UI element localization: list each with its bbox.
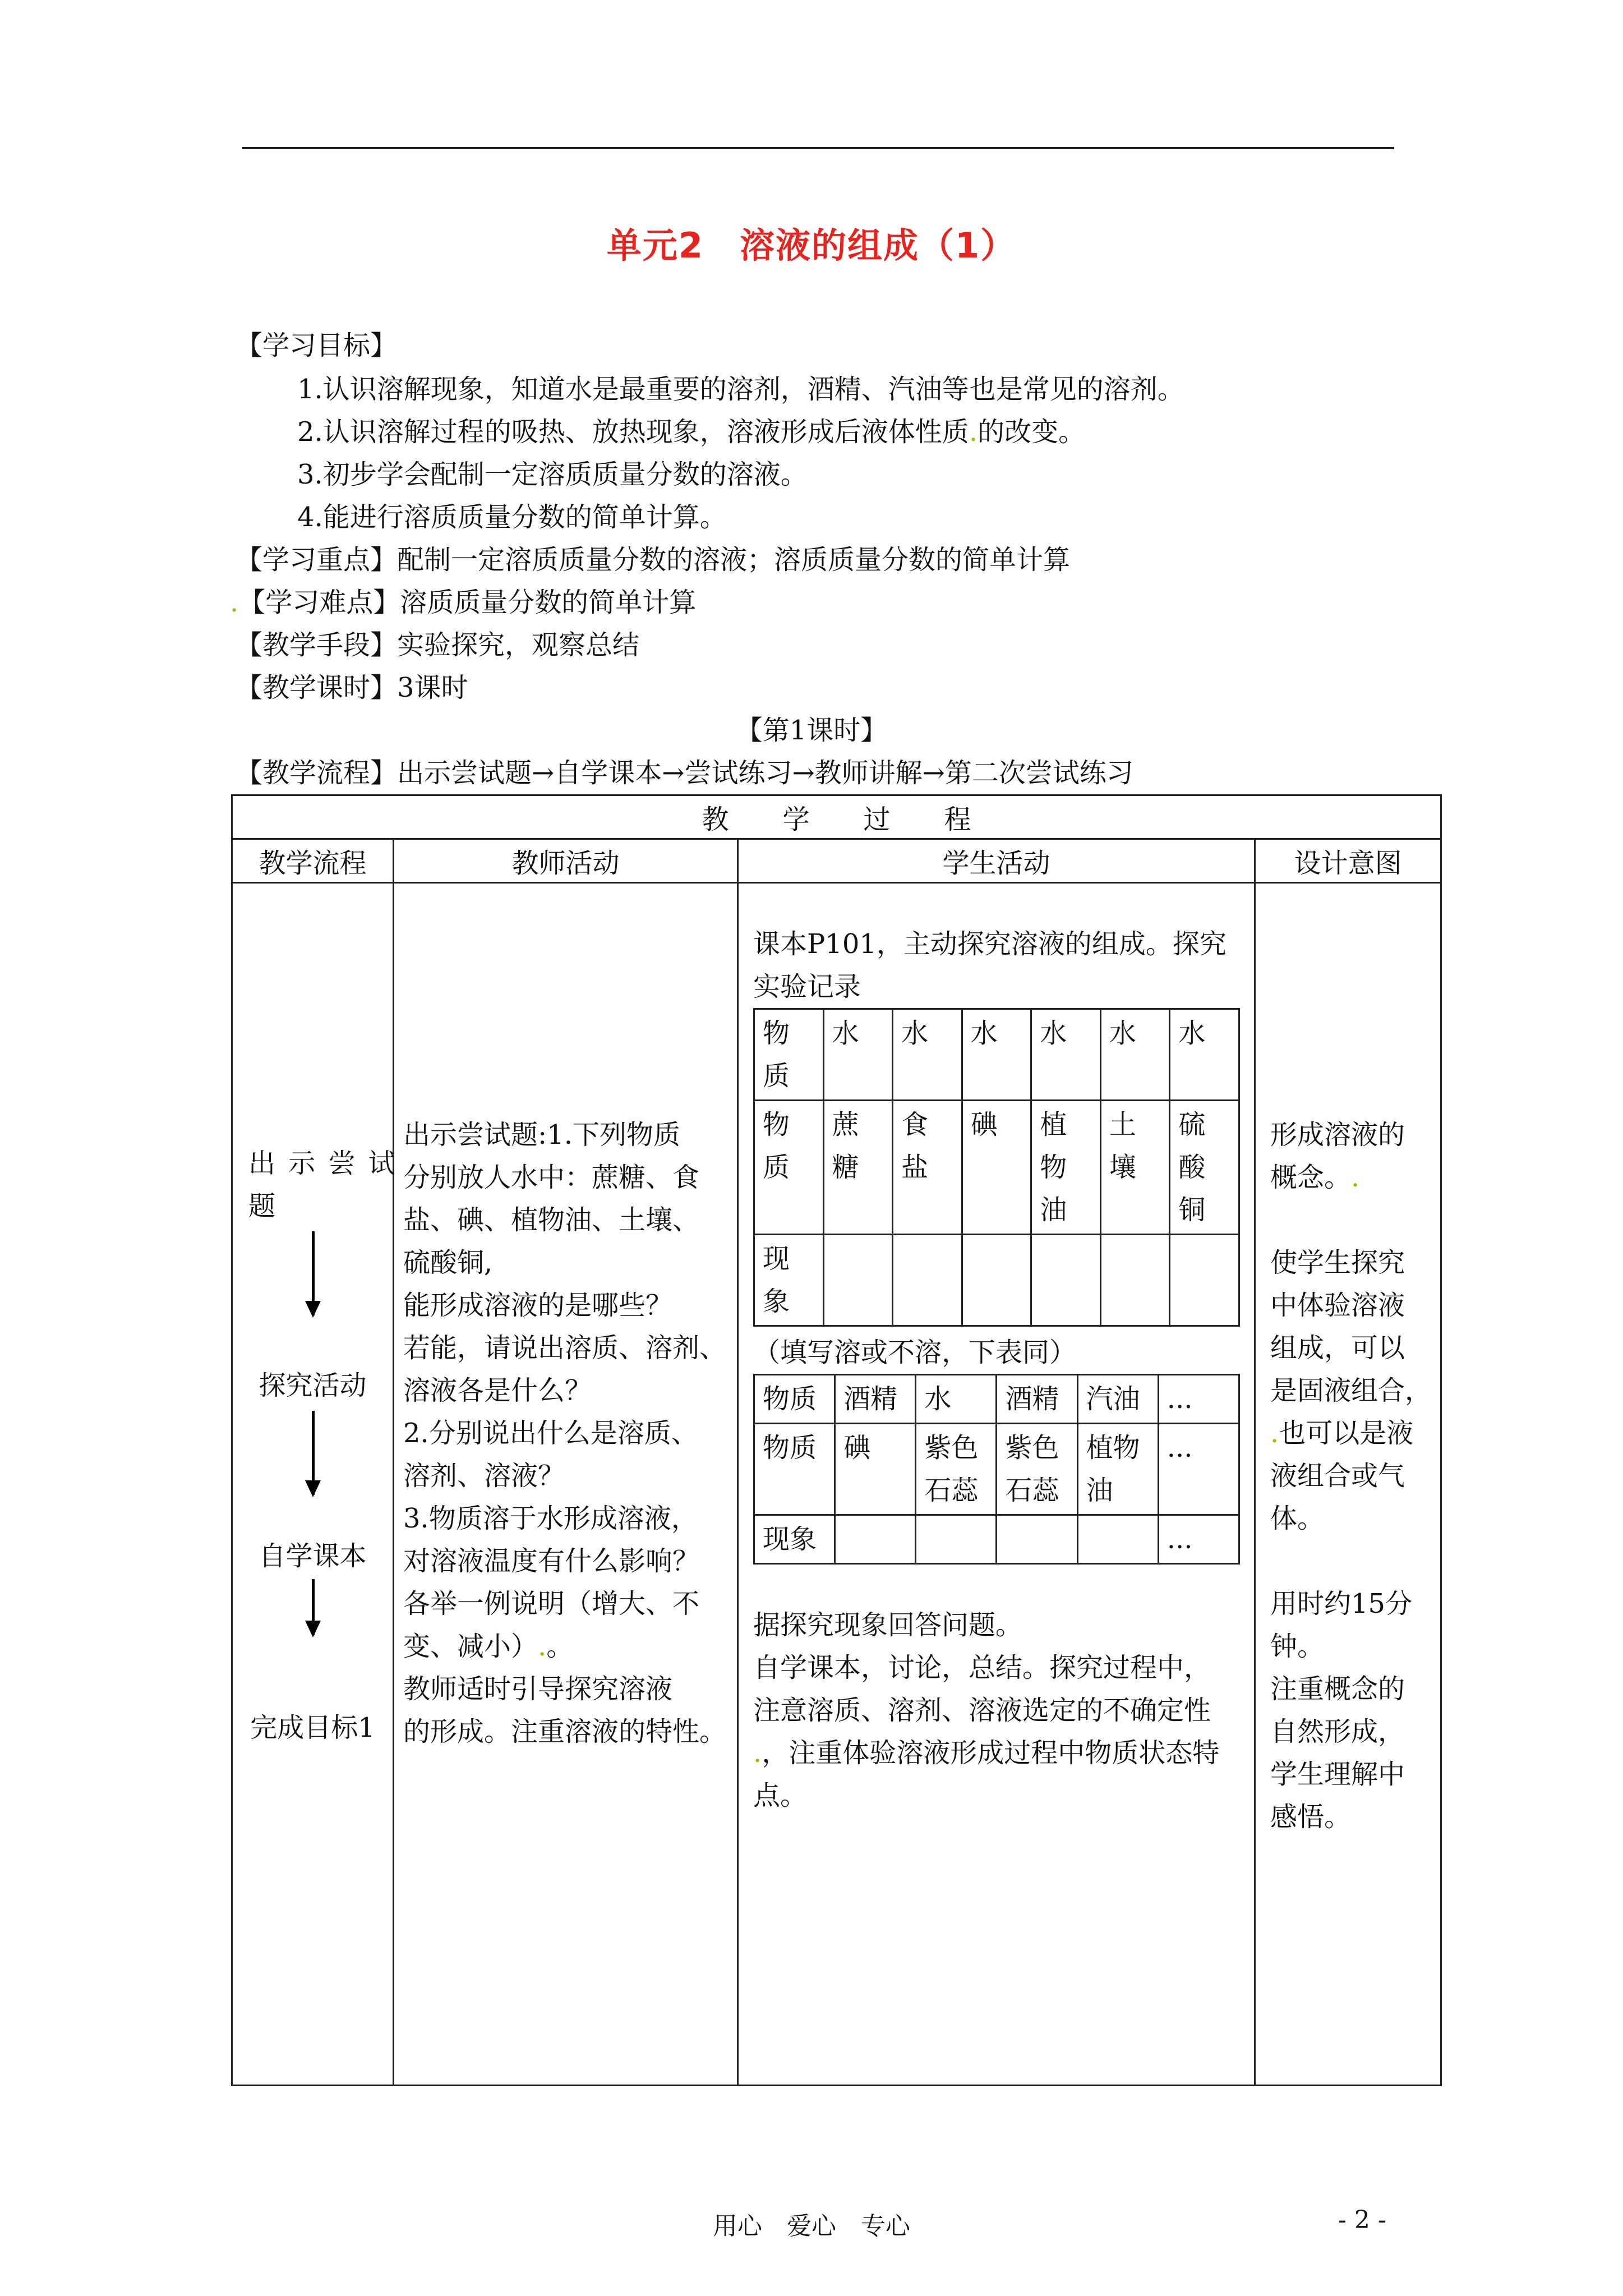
teacher-line: 2.分别说出什么是溶质、 <box>403 1418 698 1449</box>
sub-cell: 水 <box>1031 1009 1101 1101</box>
student-intro: 实验记录 <box>753 971 861 1002</box>
intent-line: 是固液组合， <box>1270 1375 1432 1406</box>
teacher-line: 各举一例说明（增大、不 <box>403 1588 700 1619</box>
page-number: - 2 - <box>1338 2206 1386 2234</box>
sub-cell: 水 <box>1170 1009 1239 1101</box>
sub-cell: 酒精 <box>835 1375 916 1424</box>
sub-cell: 碘 <box>962 1101 1031 1235</box>
sub-cell: 紫色石蕊 <box>916 1424 997 1515</box>
flow-step: 题 <box>248 1190 276 1222</box>
sub-cell-empty[interactable] <box>1170 1235 1239 1326</box>
student-cell <box>738 883 1255 2086</box>
sub-cell: 碘 <box>835 1424 916 1515</box>
intent-line: 液组合或气 <box>1270 1460 1405 1492</box>
flow-step: 出 示 尝 试 <box>248 1148 398 1179</box>
sub-cell: 水 <box>823 1009 893 1101</box>
footer-motto: 用心 爱心 专心 <box>713 2212 910 2240</box>
teacher-line: 变、减小）.。 <box>403 1631 574 1662</box>
teaching-process-table <box>231 794 1442 2086</box>
sub-cell: 物质 <box>754 1424 835 1515</box>
sub-cell-empty[interactable] <box>916 1515 997 1564</box>
intent-line: 学生理解中 <box>1270 1759 1405 1790</box>
teaching-hours: 【教学课时】3课时 <box>236 672 468 703</box>
student-line: 点。 <box>753 1780 808 1811</box>
sub-cell-empty[interactable] <box>997 1515 1077 1564</box>
student-line: .，注重体验溶液形成过程中物质状态特 <box>753 1737 1220 1769</box>
objective-item: 3.初步学会配制一定溶质质量分数的溶液。 <box>297 459 808 490</box>
col-header-flow: 教学流程 <box>232 839 394 883</box>
teacher-line: 分别放人水中：蔗糖、食 <box>403 1162 700 1193</box>
arrow-down-icon <box>312 1231 315 1315</box>
col-header-student: 学生活动 <box>738 839 1255 883</box>
intent-line: 体。 <box>1270 1503 1325 1534</box>
sub-cell: ... <box>1158 1515 1239 1564</box>
sub-cell-empty[interactable] <box>823 1235 893 1326</box>
student-intro: 课本P101，主动探究溶液的组成。探究 <box>753 928 1227 960</box>
sub-cell-empty[interactable] <box>893 1235 962 1326</box>
sub-cell: 酒精 <box>997 1375 1077 1424</box>
teacher-line: 能形成溶液的是哪些？ <box>403 1290 673 1321</box>
intent-line: .也可以是液 <box>1270 1418 1414 1449</box>
intent-line: 自然形成， <box>1270 1716 1405 1747</box>
intent-cell <box>1255 883 1441 2086</box>
sub-cell-empty[interactable] <box>1031 1235 1101 1326</box>
sub-cell-empty[interactable] <box>1077 1515 1158 1564</box>
teacher-line: 对溶液温度有什么影响？ <box>403 1545 700 1577</box>
teacher-line: 若能，请说出溶质、溶剂、 <box>403 1332 727 1364</box>
objective-item: 2.认识溶解过程的吸热、放热现象，溶液形成后液体性质.的改变。 <box>297 416 1086 448</box>
teacher-line: 3.物质溶于水形成溶液， <box>403 1503 698 1534</box>
header-rule <box>242 147 1394 149</box>
sub-cell: 现象 <box>754 1515 835 1564</box>
objective-item: 1.认识溶解现象，知道水是最重要的溶剂，酒精、汽油等也是常见的溶剂。 <box>297 374 1184 405</box>
sub-cell: 紫色石蕊 <box>997 1424 1077 1515</box>
intent-line: 形成溶液的 <box>1270 1119 1405 1151</box>
sub-cell: 蔗糖 <box>823 1101 893 1235</box>
flow-step: 探究活动 <box>259 1370 367 1401</box>
sub-cell: 水 <box>1100 1009 1170 1101</box>
sub-cell: 现象 <box>754 1235 824 1326</box>
sub-cell: 汽油 <box>1077 1375 1158 1424</box>
flow-step: 完成目标1 <box>250 1712 375 1743</box>
sub-cell: 硫酸铜 <box>1170 1101 1239 1235</box>
intent-line: 注重概念的 <box>1270 1673 1405 1705</box>
objectives-label: 【学习目标】 <box>236 330 398 361</box>
process-header: 教 学 过 程 <box>232 795 1441 839</box>
intent-line: 概念。. <box>1270 1162 1360 1193</box>
sub-cell: 植物油 <box>1031 1101 1101 1235</box>
sub-cell: 土壤 <box>1100 1101 1170 1235</box>
experiment-table-water <box>753 1008 1240 1327</box>
teacher-line: 硫酸铜, <box>403 1247 493 1278</box>
sub-cell-empty[interactable] <box>1100 1235 1170 1326</box>
fill-note: （填写溶或不溶，下表同） <box>753 1337 1077 1368</box>
sub-cell-empty[interactable] <box>962 1235 1031 1326</box>
teacher-line: 溶剂、溶液？ <box>403 1460 565 1492</box>
flow-step: 自学课本 <box>259 1540 367 1572</box>
teaching-means: 【教学手段】实验探究，观察总结 <box>236 629 640 661</box>
teacher-line: 盐、碘、植物油、土壤、 <box>403 1204 700 1236</box>
student-line: 自学课本，讨论，总结。探究过程中， <box>753 1652 1211 1683</box>
sub-cell-empty[interactable] <box>835 1515 916 1564</box>
sub-cell: ... <box>1158 1424 1239 1515</box>
sub-cell: 水 <box>893 1009 962 1101</box>
arrow-down-icon <box>312 1579 315 1635</box>
student-line: 注意溶质、溶剂、溶液选定的不确定性 <box>753 1695 1211 1726</box>
intent-line: 感悟。 <box>1270 1801 1352 1833</box>
experiment-table-solvents <box>753 1374 1240 1565</box>
intent-line: 组成，可以 <box>1270 1332 1405 1364</box>
sub-cell: 物质 <box>754 1009 824 1101</box>
teacher-line: 的形成。注重溶液的特性。 <box>403 1716 727 1747</box>
intent-line: 钟。 <box>1270 1631 1325 1662</box>
intent-line <box>1270 1199 1435 1241</box>
teaching-flow: 【教学流程】出示尝试题→自学课本→尝试练习→教师讲解→第二次尝试练习 <box>236 757 1133 789</box>
key-points: 【学习重点】配制一定溶质质量分数的溶液；溶质质量分数的简单计算 <box>236 544 1071 576</box>
intent-line: 使学生探究 <box>1270 1247 1405 1278</box>
lesson-heading: 【第1课时】 <box>735 715 888 746</box>
col-header-teacher: 教师活动 <box>394 839 738 883</box>
flow-cell <box>232 883 398 2086</box>
sub-cell: 物质 <box>754 1101 824 1235</box>
intent-line <box>1270 1540 1435 1582</box>
student-line: 据探究现象回答问题。 <box>753 1609 1023 1641</box>
teacher-line: 溶液各是什么？ <box>403 1375 592 1406</box>
sub-cell: 物质 <box>754 1375 835 1424</box>
sub-cell: 食盐 <box>893 1101 962 1235</box>
page-title: 单元2 溶液的组成（1） <box>606 225 1017 266</box>
sub-cell: 植物油 <box>1077 1424 1158 1515</box>
teacher-cell <box>394 883 738 2086</box>
objective-item: 4.能进行溶质质量分数的简单计算。 <box>297 501 727 533</box>
intent-line: 用时约15分 <box>1270 1588 1413 1619</box>
col-header-intent: 设计意图 <box>1255 839 1441 883</box>
sub-cell: 水 <box>916 1375 997 1424</box>
sub-cell: ... <box>1158 1375 1239 1424</box>
sub-cell: 水 <box>962 1009 1031 1101</box>
difficulties: .【学习难点】溶质质量分数的简单计算 <box>230 587 697 618</box>
teacher-line: 出示尝试题:1.下列物质 <box>403 1119 680 1151</box>
intent-line: 中体验溶液 <box>1270 1290 1405 1321</box>
teacher-line: 教师适时引导探究溶液 <box>403 1673 673 1705</box>
arrow-down-icon <box>312 1411 315 1495</box>
